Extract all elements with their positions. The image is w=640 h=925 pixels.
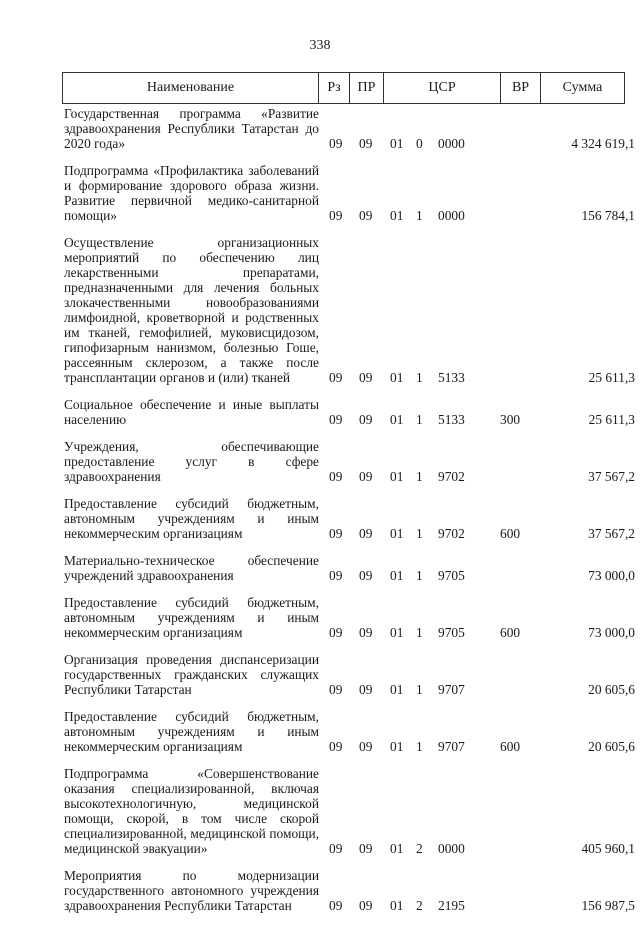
row-pr: 09 [359, 370, 373, 385]
row-sum: 20 605,6 [588, 739, 635, 754]
row-sum: 37 567,2 [588, 469, 635, 484]
row-csr-1: 01 [390, 682, 404, 697]
row-vr: 600 [500, 526, 521, 541]
row-rz: 09 [329, 136, 343, 151]
row-csr-2: 1 [416, 625, 423, 640]
row-sum: 405 960,1 [581, 841, 635, 856]
row-sum: 73 000,0 [588, 625, 635, 640]
row-csr-1: 01 [390, 625, 404, 640]
header-sum: Сумма [562, 80, 603, 95]
row-csr-1: 01 [390, 208, 404, 223]
row-rz: 09 [329, 412, 343, 427]
row-csr-3: 9707 [438, 739, 465, 754]
row-name: Социальное обеспечение и иные выплаты населению [64, 397, 319, 427]
row-csr-1: 01 [390, 841, 404, 856]
row-name: Осуществление организационных мероприятий по обеспечению лиц лекарственными препаратами, предназначенными для лечения больных злокачественными новообразованиями лимфоидной, кроветворной и родственных им тканей, гемофилией, муковисцидозом, гипофизарным нанизмом, болезнью Гоше, рассеянным склерозом, а также после трансплантации органов и (или) тканей [64, 235, 319, 385]
row-pr: 09 [359, 682, 373, 697]
row-rz: 09 [329, 682, 343, 697]
table-row [0, 595, 640, 640]
row-csr-3: 9702 [438, 526, 465, 541]
row-pr: 09 [359, 898, 373, 913]
table-row [0, 439, 640, 484]
row-pr: 09 [359, 841, 373, 856]
page-number: 338 [309, 38, 331, 53]
table-row [0, 766, 640, 856]
table-row [0, 397, 640, 427]
row-name: Подпрограмма «Совершенствование оказания специализированной, включая высокотехнологичную, медицинской помощи, скорой, в том числе скорой специализированной, медицинской помощи, медицинской эвакуации» [64, 766, 319, 856]
row-rz: 09 [329, 898, 343, 913]
row-csr-3: 0000 [438, 208, 465, 223]
table-row [0, 652, 640, 697]
table-row [0, 709, 640, 754]
table-row [0, 553, 640, 583]
row-csr-3: 9707 [438, 682, 465, 697]
row-name: Подпрограмма «Профилактика заболеваний и формирование здорового образа жизни. Развитие первичной медико-санитарной помощи» [64, 163, 319, 223]
row-name: Мероприятия по модернизации государственного автономного учреждения здравоохранения Республики Татарстан [64, 868, 319, 913]
row-csr-2: 1 [416, 526, 423, 541]
row-pr: 09 [359, 625, 373, 640]
row-vr: 600 [500, 739, 521, 754]
row-csr-1: 01 [390, 568, 404, 583]
row-pr: 09 [359, 739, 373, 754]
row-name: Материально-техническое обеспечение учреждений здравоохранения [64, 553, 319, 583]
row-csr-3: 9705 [438, 568, 465, 583]
row-csr-2: 1 [416, 739, 423, 754]
row-rz: 09 [329, 526, 343, 541]
row-pr: 09 [359, 136, 373, 151]
row-sum: 73 000,0 [588, 568, 635, 583]
row-rz: 09 [329, 625, 343, 640]
row-name: Предоставление субсидий бюджетным, автономным учреждениям и иным некоммерческим организациям [64, 595, 319, 640]
row-csr-3: 0000 [438, 841, 465, 856]
row-csr-3: 9705 [438, 625, 465, 640]
table-row [0, 868, 640, 913]
row-csr-2: 2 [416, 841, 423, 856]
row-name: Государственная программа «Развитие здравоохранения Республики Татарстан до 2020 года» [64, 106, 319, 151]
table-body [0, 106, 640, 925]
row-csr-3: 5133 [438, 370, 465, 385]
row-pr: 09 [359, 469, 373, 484]
row-csr-1: 01 [390, 526, 404, 541]
row-csr-3: 2195 [438, 898, 465, 913]
row-csr-1: 01 [390, 469, 404, 484]
header-csr: ЦСР [384, 73, 501, 103]
header-vr: ВР [501, 73, 541, 103]
row-csr-1: 01 [390, 739, 404, 754]
table-row [0, 106, 640, 151]
row-csr-2: 1 [416, 568, 423, 583]
row-rz: 09 [329, 568, 343, 583]
header-rz: Рз [319, 73, 350, 103]
row-pr: 09 [359, 412, 373, 427]
row-sum: 156 784,1 [581, 208, 635, 223]
table-row [0, 163, 640, 223]
row-csr-3: 5133 [438, 412, 465, 427]
row-rz: 09 [329, 469, 343, 484]
row-csr-2: 0 [416, 136, 423, 151]
row-csr-3: 0000 [438, 136, 465, 151]
row-sum: 37 567,2 [588, 526, 635, 541]
row-name: Учреждения, обеспечивающие предоставление услуг в сфере здравоохранения [64, 439, 319, 484]
row-csr-2: 1 [416, 412, 423, 427]
header-name: Наименование [63, 73, 319, 103]
row-csr-1: 01 [390, 412, 404, 427]
row-pr: 09 [359, 526, 373, 541]
row-name: Предоставление субсидий бюджетным, автономным учреждениям и иным некоммерческим организациям [64, 496, 319, 541]
row-sum: 156 987,5 [581, 898, 635, 913]
row-pr: 09 [359, 208, 373, 223]
row-csr-1: 01 [390, 136, 404, 151]
row-sum: 4 324 619,1 [571, 136, 635, 151]
row-rz: 09 [329, 739, 343, 754]
row-sum: 25 611,3 [588, 412, 635, 427]
row-csr-2: 1 [416, 469, 423, 484]
row-csr-2: 2 [416, 898, 423, 913]
row-rz: 09 [329, 208, 343, 223]
row-name: Организация проведения диспансеризации государственных гражданских служащих Республики Татарстан [64, 652, 319, 697]
table-header [62, 72, 625, 104]
row-csr-2: 1 [416, 682, 423, 697]
row-pr: 09 [359, 568, 373, 583]
table-row [0, 496, 640, 541]
row-csr-2: 1 [416, 370, 423, 385]
header-pr: ПР [350, 73, 384, 103]
row-sum: 25 611,3 [588, 370, 635, 385]
row-vr: 600 [500, 625, 521, 640]
row-csr-1: 01 [390, 370, 404, 385]
table-row [0, 235, 640, 385]
row-csr-1: 01 [390, 898, 404, 913]
row-vr: 300 [500, 412, 521, 427]
row-sum: 20 605,6 [588, 682, 635, 697]
row-csr-3: 9702 [438, 469, 465, 484]
row-rz: 09 [329, 841, 343, 856]
row-csr-2: 1 [416, 208, 423, 223]
row-name: Предоставление субсидий бюджетным, автономным учреждениям и иным некоммерческим организациям [64, 709, 319, 754]
row-rz: 09 [329, 370, 343, 385]
